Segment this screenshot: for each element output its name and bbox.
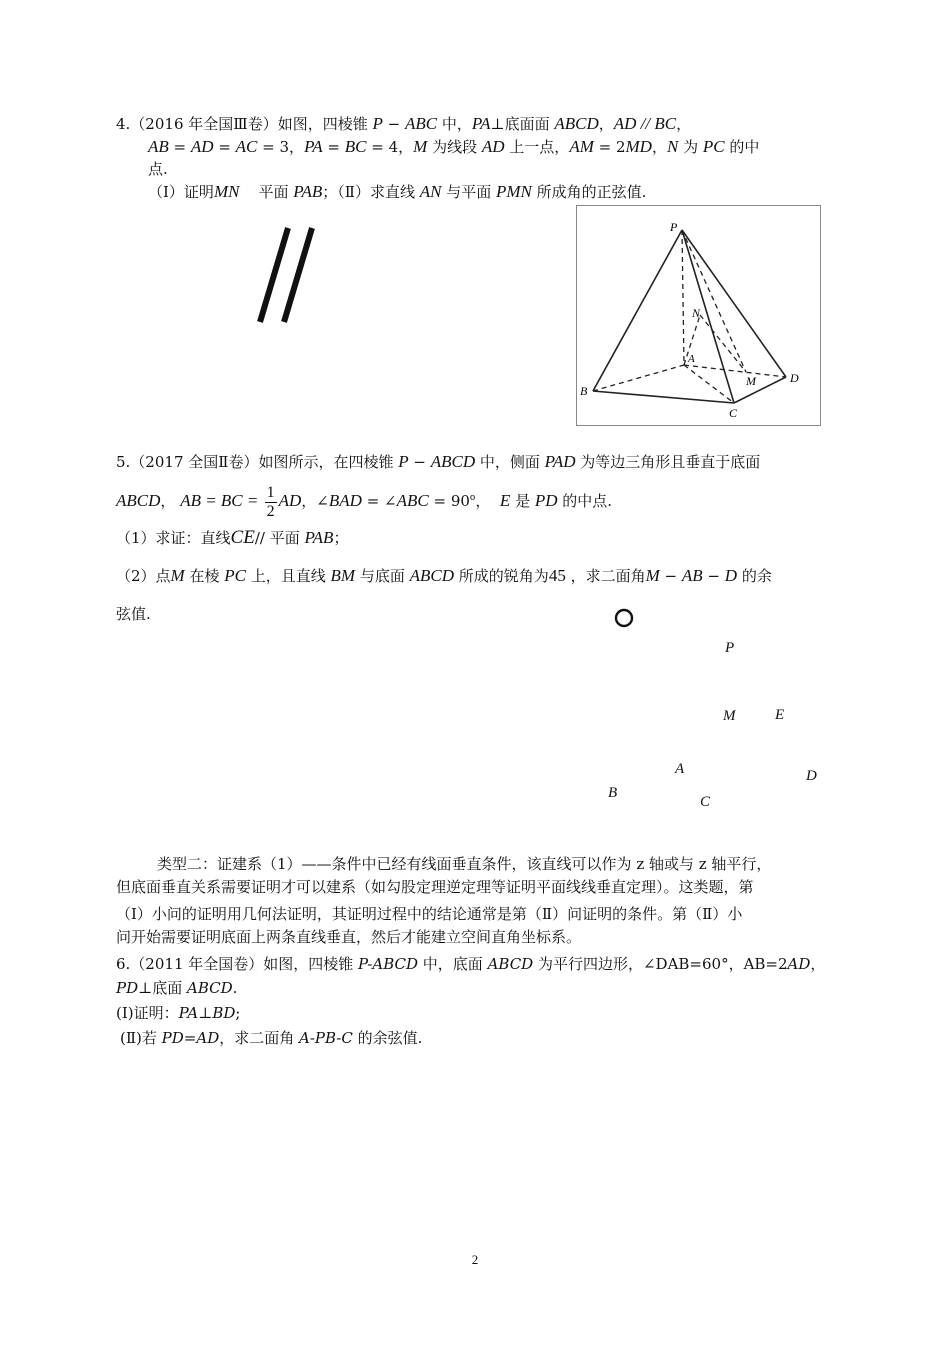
math: PMN [496, 182, 532, 201]
text: // 平面 [254, 529, 305, 547]
text: ， [475, 492, 491, 510]
p6-line2 [116, 978, 237, 998]
fig5-label-p: P [725, 640, 735, 656]
p5-line4 [116, 566, 772, 586]
degree-mark: o [469, 493, 476, 503]
p4-line4 [148, 182, 646, 202]
vertex-label-n: N [692, 306, 701, 320]
text: ，求二面角 [565, 567, 646, 585]
text: 中， [437, 115, 472, 133]
fig5-label-c: C [700, 794, 711, 810]
math: D [724, 566, 738, 585]
text: ；（Ⅱ）求直线 [322, 183, 420, 201]
math: MN [213, 182, 240, 201]
text: 的余弦值. [352, 1029, 423, 1047]
vertex-label-d: D [790, 371, 799, 385]
text: 的中点. [557, 492, 613, 510]
text: 与底面 [355, 567, 410, 585]
pyramid-figure-p4 [576, 205, 822, 427]
text: = 4， [366, 138, 414, 156]
math: PC [702, 137, 725, 156]
math: N [666, 137, 679, 156]
math: BC [344, 137, 367, 156]
p4-line1 [116, 114, 691, 134]
text: 上一点， [504, 138, 570, 156]
math: BC [654, 114, 677, 133]
vertex-label-p: P [670, 220, 678, 234]
text: − [382, 115, 405, 133]
fig5-label-e: E [775, 707, 785, 723]
p5-line2 [116, 478, 612, 521]
text: ， [160, 492, 176, 510]
math: ABC [396, 491, 429, 510]
math: PAB [293, 182, 323, 201]
math: // [636, 114, 655, 133]
type2-line2: 但底面垂直关系需要证明才可以建系（如勾股定理逆定理等证明平面线线垂直定理）。这类题，第 [116, 878, 754, 896]
math: ABCD [187, 979, 233, 997]
text: ⊥底面 [138, 979, 187, 997]
text: ; [235, 1004, 241, 1022]
text: 所成角的正弦值. [531, 183, 647, 201]
math: AM [569, 137, 594, 156]
math: 45 [548, 566, 566, 585]
fig5-label-m: M [723, 708, 736, 724]
math: PA [178, 1004, 199, 1022]
fraction-denominator: 2 [266, 502, 275, 520]
type2-line1: 类型二：证建系（1）——条件中已经有线面垂直条件，该直线可以作为 z 轴或与 z 轴平行， [157, 855, 772, 873]
math: AD [481, 137, 505, 156]
type2-line3: （Ⅰ）小问的证明用几何法证明，其证明过程中的结论通常是第（Ⅱ）问证明的条件。第（Ⅱ）小 [116, 905, 743, 923]
text: − [659, 567, 682, 585]
math: PC [224, 566, 246, 585]
text: （Ⅰ）证明 [148, 183, 214, 201]
math: AD [190, 137, 214, 156]
text: 在棱 [184, 567, 225, 585]
text: 与平面 [441, 183, 496, 201]
text: (Ⅰ)证明： [116, 1004, 179, 1022]
math: ABC [405, 114, 438, 133]
math: M [645, 566, 660, 585]
text: ，求二面角 [219, 1029, 299, 1047]
p6-line4 [120, 1028, 422, 1048]
fraction-half [265, 484, 277, 521]
text: 是 [510, 492, 535, 510]
math: AB [148, 137, 169, 156]
text: 平面 [239, 183, 294, 201]
math: BAD [328, 491, 362, 510]
fig5-label-b: B [608, 785, 618, 801]
math: PD [534, 491, 558, 510]
text: ， [676, 115, 692, 133]
math: AD [613, 114, 637, 133]
math: ABCD [487, 955, 534, 973]
math: AD [787, 955, 811, 973]
text: = ∠ [361, 492, 397, 510]
text: 6.（2011 年全国卷）如图，四棱锥 [116, 955, 359, 973]
text: （1）求证：直线 [116, 529, 231, 547]
math: MD [625, 137, 652, 156]
math: BD [212, 1004, 236, 1022]
fig5-label-d: D [806, 768, 817, 784]
text: ，∠ [301, 492, 329, 510]
parallel-symbol [250, 222, 330, 330]
math: CE [230, 527, 255, 548]
text: 中，底面 [418, 955, 488, 973]
math: PAB [304, 528, 334, 547]
text: 为 [678, 138, 703, 156]
text: = [168, 138, 191, 156]
text: 5.（2017 全国Ⅱ卷）如图所示，在四棱锥 [116, 453, 399, 471]
p5-line5: 弦值. [116, 605, 151, 623]
math: ABCD [554, 114, 599, 133]
p5-line3 [116, 528, 348, 548]
math: PA [471, 114, 491, 133]
text: 的中 [724, 138, 760, 156]
vertex-label-c: C [729, 406, 738, 420]
p4-line2 [148, 137, 759, 157]
text: 为等边三角形且垂直于底面 [575, 453, 761, 471]
text: 4.（2016 年全国Ⅲ卷）如图，四棱锥 [116, 115, 373, 133]
math: E [499, 491, 511, 510]
text: 上，且直线 [246, 567, 331, 585]
math: M [170, 566, 185, 585]
vertex-label-m: M [746, 374, 756, 388]
math: ABCD [430, 452, 476, 471]
p5-line1 [116, 452, 760, 472]
text: = 90 [428, 492, 470, 510]
text: ， [598, 115, 614, 133]
math: AC [235, 137, 258, 156]
text: = 2 [593, 138, 626, 156]
text: − [408, 453, 431, 471]
math: PAD [544, 452, 576, 471]
math: AN [419, 182, 442, 201]
text: = [213, 138, 236, 156]
math: AB = BC = [180, 491, 263, 510]
text: 的余 [737, 567, 772, 585]
text: ⊥底面面 [490, 115, 555, 133]
math: A-PB-C [299, 1029, 353, 1047]
math: PA [304, 137, 323, 156]
vertex-label-b: B [580, 384, 588, 398]
math: AD [278, 491, 302, 510]
p6-line1 [116, 954, 825, 974]
p4-line3: 点. [148, 160, 168, 178]
math: P [398, 452, 409, 471]
text: ， [651, 138, 667, 156]
text: − [702, 567, 725, 585]
p6-line3 [116, 1003, 240, 1023]
math: BM [330, 566, 356, 585]
circle-mark [613, 607, 637, 631]
text: 所成的锐角为 [454, 567, 549, 585]
math: P-ABCD [358, 955, 419, 973]
math: PD=AD [161, 1029, 220, 1047]
text: 为平行四边形，∠DAB=60°，AB=2 [533, 955, 788, 973]
math: AB [681, 566, 703, 585]
math: P [372, 114, 383, 133]
math: ABCD [116, 491, 161, 510]
text: ； [333, 529, 349, 547]
text: = 3， [257, 138, 305, 156]
text: = [322, 138, 345, 156]
page-number: 2 [471, 1252, 479, 1267]
math: PD [116, 979, 139, 997]
fig5-label-a: A [675, 761, 685, 777]
math: ABCD [409, 566, 455, 585]
text: ， [810, 955, 826, 973]
vertex-label-a: A [688, 353, 695, 365]
text: 为线段 [427, 138, 482, 156]
text: （2）点 [116, 567, 171, 585]
text: ⊥ [198, 1004, 213, 1022]
text: 中，侧面 [475, 453, 545, 471]
math: M [413, 137, 428, 156]
text: (Ⅱ)若 [120, 1029, 162, 1047]
type2-line4: 问开始需要证明底面上两条直线垂直，然后才能建立空间直角坐标系。 [116, 928, 582, 946]
fraction-numerator: 1 [266, 483, 275, 501]
text: . [232, 979, 238, 997]
